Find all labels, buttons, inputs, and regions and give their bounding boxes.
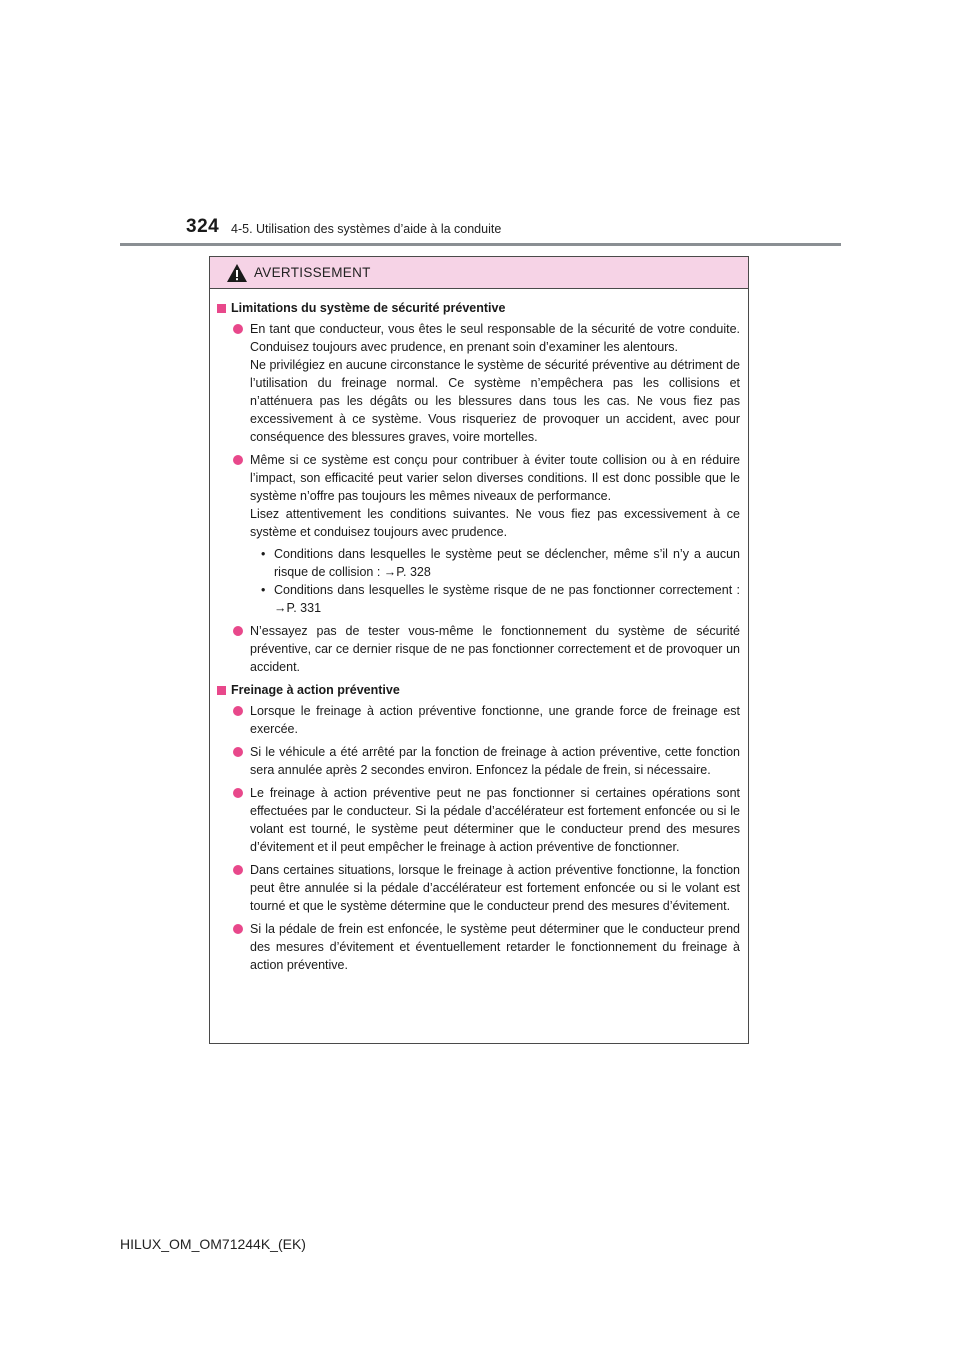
list-item: [217, 861, 740, 915]
circle-bullet-icon: [233, 747, 243, 757]
list-item: [217, 743, 740, 779]
warning-header: [210, 257, 748, 289]
circle-bullet-icon: [233, 788, 243, 798]
section-heading-text: Freinage à action préventive: [231, 683, 400, 697]
list-item: [217, 622, 740, 676]
paragraph: Si la pédale de frein est enfoncée, le système peut déterminer que le conducteur prend des mesures d’évitement et éventuellement retarder le fonctionnement du freinage à action préventive.: [250, 922, 740, 972]
section-heading: [217, 299, 740, 317]
paragraph: Dans certaines situations, lorsque le freinage à action préventive fonctionne, la fonction peut être annulée si la pédale d’accélérateur est fortement enfoncée ou si le volant est tourné et que le système détermine que le conducteur prend des mesures d’évitement.: [250, 863, 740, 913]
square-bullet-icon: [217, 686, 226, 695]
section-title: 4-5. Utilisation des systèmes d’aide à la conduite: [231, 222, 502, 236]
paragraph: Si le véhicule a été arrêté par la fonction de freinage à action préventive, cette fonction sera annulée après 2 secondes environ. Enfoncez la pédale de frein, si nécessaire.: [250, 745, 740, 777]
section-freinage: [217, 681, 740, 974]
list-item: [217, 451, 740, 617]
sub-list: [250, 545, 740, 617]
section-heading-text: Limitations du système de sécurité préventive: [231, 301, 506, 315]
paragraph: Lisez attentivement les conditions suivantes. Ne vous fiez pas excessivement à ce système et conduisez toujours avec prudence.: [250, 507, 740, 539]
circle-bullet-icon: [233, 455, 243, 465]
list-item: [217, 320, 740, 446]
paragraph: Lorsque le freinage à action préventive fonctionne, une grande force de freinage est exercée.: [250, 704, 740, 736]
warning-title: AVERTISSEMENT: [254, 265, 371, 280]
circle-bullet-icon: [233, 706, 243, 716]
dot-bullet-icon: •: [261, 547, 266, 561]
circle-bullet-icon: [233, 324, 243, 334]
header-rule: [120, 243, 841, 246]
list-item: [217, 920, 740, 974]
warning-box: [209, 256, 749, 1044]
paragraph: Même si ce système est conçu pour contribuer à éviter toute collision ou à en réduire l’impact, son efficacité peut varier selon diverses conditions. Il est donc possible que le système n’offre pas toujours les mêmes niveaux de performance.: [250, 453, 740, 503]
list-item: [217, 702, 740, 738]
warning-triangle-icon: [226, 263, 248, 283]
circle-bullet-icon: [233, 924, 243, 934]
page-number: 324: [186, 216, 220, 237]
sub-list-item: • Conditions dans lesquelles le système risque de ne pas fonctionner correctement : →P. 331: [261, 583, 740, 615]
circle-bullet-icon: [233, 626, 243, 636]
warning-body: [210, 289, 748, 974]
paragraph: En tant que conducteur, vous êtes le seul responsable de la sécurité de votre conduite. Conduisez toujours avec prudence, en prenant soin d’examiner les alentours.: [250, 322, 740, 354]
paragraph: Ne privilégiez en aucune circonstance le système de sécurité préventive au détriment de l’utilisation du freinage normal. Ce système n’empêchera pas les collisions et n’atténuera pas les dégâts ou les blessures dans tous les cas. Ne vous fiez pas excessivement à ce système. Vous risqueriez de provoquer un accident, avec pour conséquence des blessures graves, voire mortelles.: [250, 358, 740, 444]
square-bullet-icon: [217, 304, 226, 313]
circle-bullet-icon: [233, 865, 243, 875]
paragraph: N’essayez pas de tester vous-même le fonctionnement du système de sécurité préventive, car ce dernier risque de ne pas fonctionner correctement et de provoquer un accident.: [250, 624, 740, 674]
footer-document-code: HILUX_OM_OM71244K_(EK): [120, 1236, 306, 1252]
section-limitations: [217, 299, 740, 676]
section-heading: [217, 681, 740, 699]
sub-list-item: • Conditions dans lesquelles le système peut se déclencher, même s’il n’y a aucun risque de collision : →P. 328: [261, 547, 740, 579]
dot-bullet-icon: •: [261, 583, 266, 597]
list-item: [217, 784, 740, 856]
paragraph: Le freinage à action préventive peut ne pas fonctionner si certaines opérations sont effectuées par le conducteur. Si la pédale d’accélérateur est fortement enfoncée ou si le volant est tourné, le système peut déterminer que le conducteur prend des mesures d’évitement et il peut empêcher le freinage à action préventive de fonctionner.: [250, 786, 740, 854]
